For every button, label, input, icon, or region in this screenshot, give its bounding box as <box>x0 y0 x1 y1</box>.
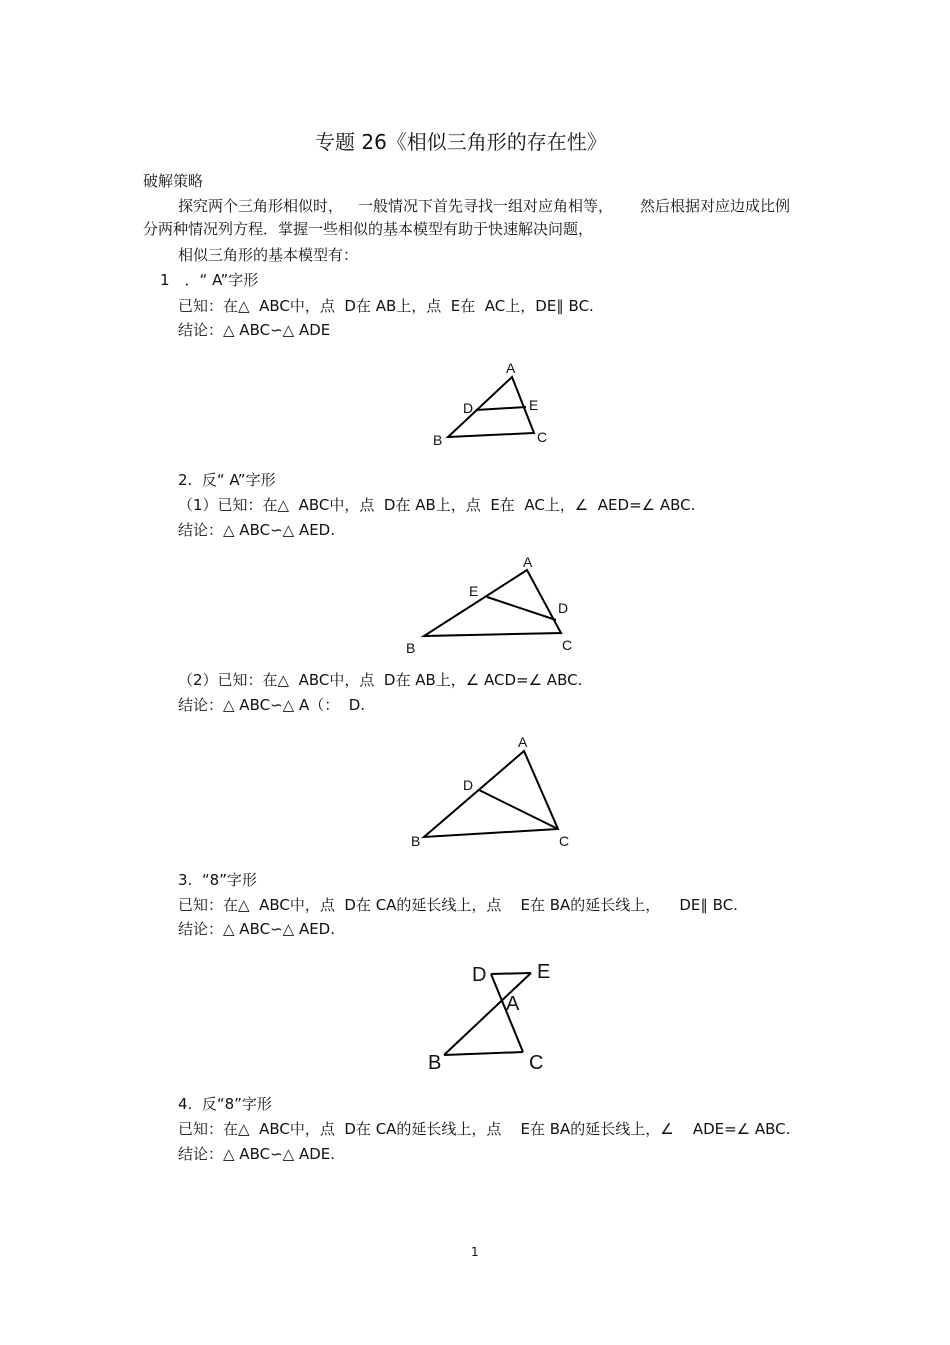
fig4-label-d: D <box>472 964 487 986</box>
model-2b-conclusion: 结论：△ ABC∽△ A（： D. <box>178 696 366 714</box>
model-4-given: 已知：在△ ABC中，点 D在 CA的延长线上，点 E在 BA的延长线上，∠ ADE=∠ ABC. <box>178 1120 791 1138</box>
model-3-heading: 3. “8”字形 <box>178 871 257 889</box>
fig2-label-c: C <box>562 637 573 653</box>
fig2-label-b: B <box>406 640 416 656</box>
intro-text-3: 相似三角形的基本模型有： <box>178 246 359 264</box>
fig1-label-d: D <box>463 400 474 416</box>
intro-text-1b: 一般情况下首先寻找一组对应角相等， <box>358 197 614 215</box>
model-3-conclusion: 结论：△ ABC∽△ AED. <box>178 920 335 938</box>
fig2-label-a: A <box>523 554 533 570</box>
model-1-heading: 1 ．“ A”字形 <box>160 271 259 289</box>
section-heading: 破解策略 <box>143 172 204 190</box>
fig3-label-b: B <box>411 833 421 849</box>
model-4-heading: 4. 反“8”字形 <box>178 1095 272 1113</box>
fig1-label-b: B <box>433 432 443 448</box>
fig3-label-c: C <box>559 833 570 849</box>
intro-text-1a: 探究两个三角形相似时， <box>178 197 344 215</box>
model-2b-given: （2）已知：在△ ABC中，点 D在 AB上，∠ ACD=∠ ABC. <box>178 671 583 689</box>
fig4-label-b: B <box>428 1052 442 1074</box>
fig4-label-c: C <box>529 1052 544 1074</box>
page-number: 1 <box>471 1245 479 1259</box>
model-3-given: 已知：在△ ABC中，点 D在 CA的延长线上，点 E在 BA的延长线上， DE∥ BC. <box>178 896 738 914</box>
fig1-label-e: E <box>529 397 539 413</box>
fig1-label-a: A <box>506 360 516 376</box>
model-1-conclusion: 结论：△ ABC∽△ ADE <box>178 321 331 339</box>
fig4-label-e: E <box>537 961 551 983</box>
model-2a-conclusion: 结论：△ ABC∽△ AED. <box>178 521 335 539</box>
model-2a-given: （1）已知：在△ ABC中，点 D在 AB上，点 E在 AC上，∠ AED=∠ ABC. <box>178 496 696 514</box>
fig3-label-d: D <box>463 777 474 793</box>
fig3-label-a: A <box>518 734 528 750</box>
fig1-label-c: C <box>537 429 548 445</box>
intro-text-1c: 然后根据对应边成比例 <box>640 197 791 215</box>
model-2-heading: 2. 反“ A”字形 <box>178 471 276 489</box>
fig2-label-d: D <box>558 600 569 616</box>
fig4-label-a: A <box>506 993 520 1015</box>
fig2-label-e: E <box>469 583 479 599</box>
model-1-given: 已知：在△ ABC中，点 D在 AB上，点 E在 AC上，DE∥ BC. <box>178 297 594 315</box>
page-title: 专题 26《相似三角形的存在性》 <box>315 130 607 154</box>
model-4-conclusion: 结论：△ ABC∽△ ADE. <box>178 1145 335 1163</box>
intro-text-2: 分两种情况列方程．掌握一些相似的基本模型有助于快速解决问题， <box>143 220 594 238</box>
